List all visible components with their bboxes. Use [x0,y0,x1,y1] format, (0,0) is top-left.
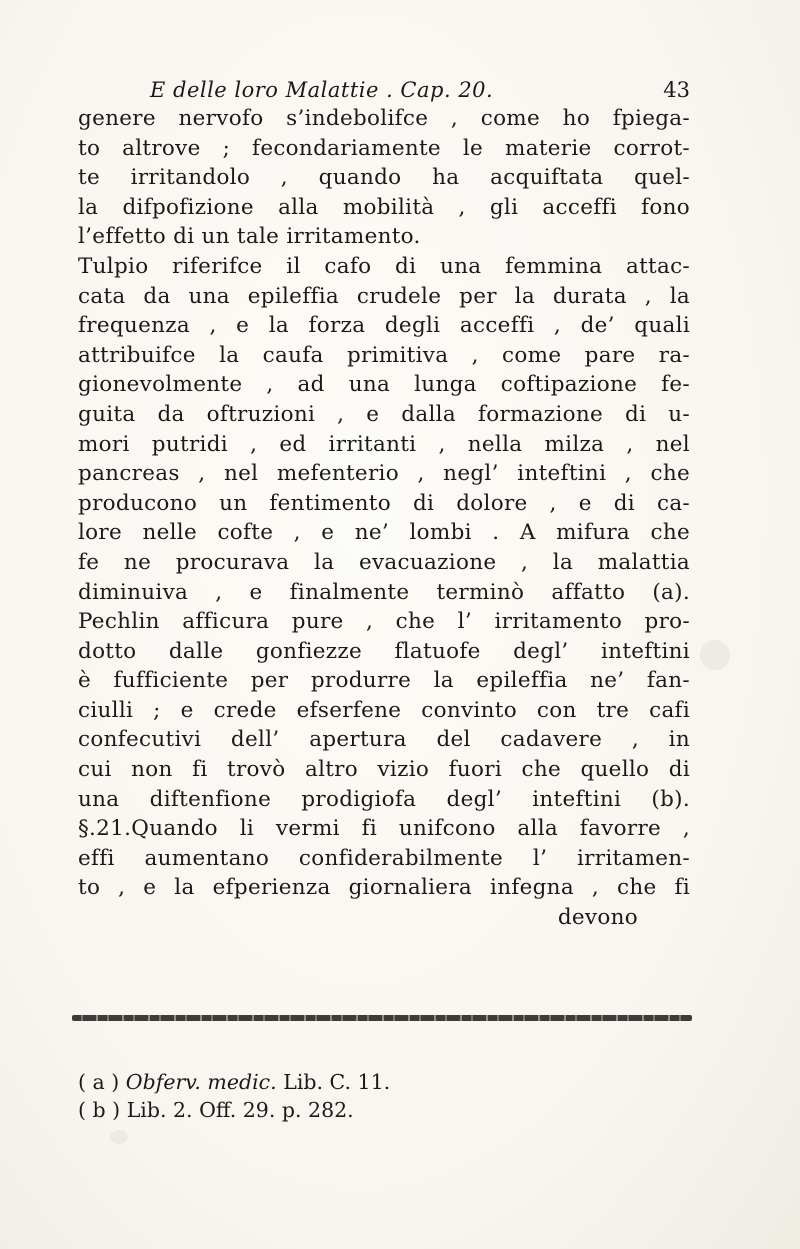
footnote-divider [72,1015,692,1021]
text-line: ciulli ; e crede efserfene convinto con tre cafi [78,697,690,723]
text-line: diminuiva , e finalmente terminò affatto (a). [78,579,690,605]
text-line: lore nelle cofte , e ne’ lombi . A mifura che [78,520,690,546]
text-line: confecutivi dell’ apertura del cadavere , in [78,727,690,753]
text-line: frequenza , e la forza degli acceffi , de’ quali [78,313,690,339]
text-line: è fufficiente per produrre la epileffia ne’ fan- [78,668,690,694]
text-line: gionevolmente , ad una lunga coftipazione fe- [78,372,690,398]
text-line: l’effetto di un tale irritamento. [78,224,421,250]
paper-stain [700,640,730,670]
text-line: attribuifce la caufa primitiva , come pare ra- [78,342,690,368]
text-line: dotto dalle gonfiezze flatuofe degl’ inteftini [78,638,690,664]
text-line: fe ne procurava la evacuazione , la malattia [78,549,690,575]
paper-stain [110,1130,128,1144]
text-line: §.21.Quando li vermi fi unifcono alla favorre , [78,816,690,842]
catchword: devono [557,905,638,931]
page-number: 43 [663,78,690,102]
footnote-marker: ( a ) [78,1070,120,1094]
text-line: guita da oftruzioni , e dalla formazione di u- [78,401,690,427]
text-line: to , e la efperienza giornaliera infegna , che fi [78,875,690,901]
footnote-b [78,1096,638,1124]
text-line: to altrove ; fecondariamente le materie corrot- [78,135,690,161]
text-line: Tulpio riferifce il cafo di una femmina attac- [78,253,690,279]
text-line: pancreas , nel mefenterio , negl’ inteftini , che [78,461,690,487]
text-line: Pechlin afficura pure , che l’ irritamento pro- [78,609,690,635]
footnote-source: Obferv. medic. [125,1070,277,1094]
footnote-a [78,1068,638,1096]
text-line: genere nervofo s’indebolifce , come ho fpiega- [78,106,690,131]
footnotes [78,1068,638,1124]
text-line: producono un fentimento di dolore , e di ca- [78,490,690,516]
running-header [150,78,690,104]
running-title: E delle loro Malattie . Cap. 20. [150,78,494,102]
text-line: mori putridi , ed irritanti , nella milza , nel [78,431,690,457]
text-line: cata da una epileffia crudele per la durata , la [78,283,690,309]
body-text [78,104,690,933]
text-line: effi aumentano confiderabilmente l’ irritamen- [78,845,690,871]
footnote-reference: Lib. 2. Off. 29. p. 282. [126,1098,354,1122]
text-line: la difpofizione alla mobilità , gli acceffi fono [78,194,690,220]
text-line: cui non fi trovò altro vizio fuori che quello di [78,757,690,783]
footnote-reference: Lib. C. 11. [283,1070,391,1094]
text-line: una diftenfione prodigiofa degl’ inteftini (b). [78,786,690,812]
footnote-marker: ( b ) [78,1098,121,1122]
text-line: te irritandolo , quando ha acquiftata quel- [78,165,690,191]
